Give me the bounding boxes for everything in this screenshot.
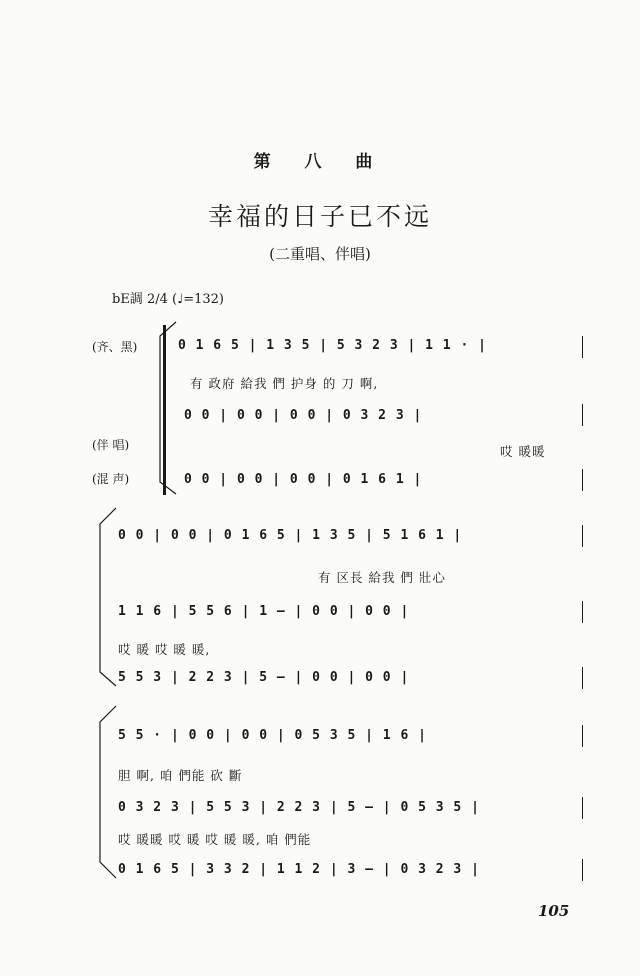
lyrics-line: 哎 暖暖 哎 暖 哎 暖 暖, 咱 們能 [118, 832, 312, 847]
lyrics-line: 胆 啊, 咱 們能 砍 斷 [118, 768, 243, 783]
song-subtitle: (二重唱、伴唱) [269, 245, 371, 263]
notes-line: 5 5 · | 0 0 | 0 0 | 0 5 3 5 | 1 6 | [118, 728, 427, 743]
voice-label-duet: (齐、黑) [92, 340, 138, 354]
notes-line: 0 1 6 5 | 3 3 2 | 1 1 2 | 3 — | 0 3 2 3 | [118, 862, 480, 877]
key-tempo-marking: bE調 2/4 (♩=132) [112, 292, 224, 307]
chapter-heading: 第 八 曲 [253, 152, 387, 172]
notes-line: 0 3 2 3 | 5 5 3 | 2 2 3 | 5 — | 0 5 3 5 | [118, 800, 480, 815]
voice-label-mixed: (混 声) [92, 472, 130, 486]
notes-line: 5 5 3 | 2 2 3 | 5 — | 0 0 | 0 0 | [118, 670, 410, 685]
lyrics-line: 有 政府 給我 們 护身 的 刀 啊, [190, 376, 379, 391]
notes-line: 1 1 6 | 5 5 6 | 1 — | 0 0 | 0 0 | [118, 604, 410, 619]
notes-line: 0 0 | 0 0 | 0 0 | 0 1 6 1 | [184, 472, 423, 487]
notes-line: 0 0 | 0 0 | 0 0 | 0 3 2 3 | [184, 408, 423, 423]
lyrics-line: 哎 暖 哎 暖 暖, [118, 642, 211, 657]
lyrics-line: 有 区長 給我 們 壯心 [318, 570, 446, 585]
page-number: 105 [538, 902, 570, 920]
notes-line: 0 1 6 5 | 1 3 5 | 5 3 2 3 | 1 1 · | [178, 338, 487, 353]
lyrics-line: 哎 暖暖 [500, 444, 546, 459]
song-title: 幸福的日子已不远 [207, 202, 432, 231]
voice-label-accompaniment: (伴 唱) [92, 438, 130, 452]
notes-line: 0 0 | 0 0 | 0 1 6 5 | 1 3 5 | 5 1 6 1 | [118, 528, 463, 543]
